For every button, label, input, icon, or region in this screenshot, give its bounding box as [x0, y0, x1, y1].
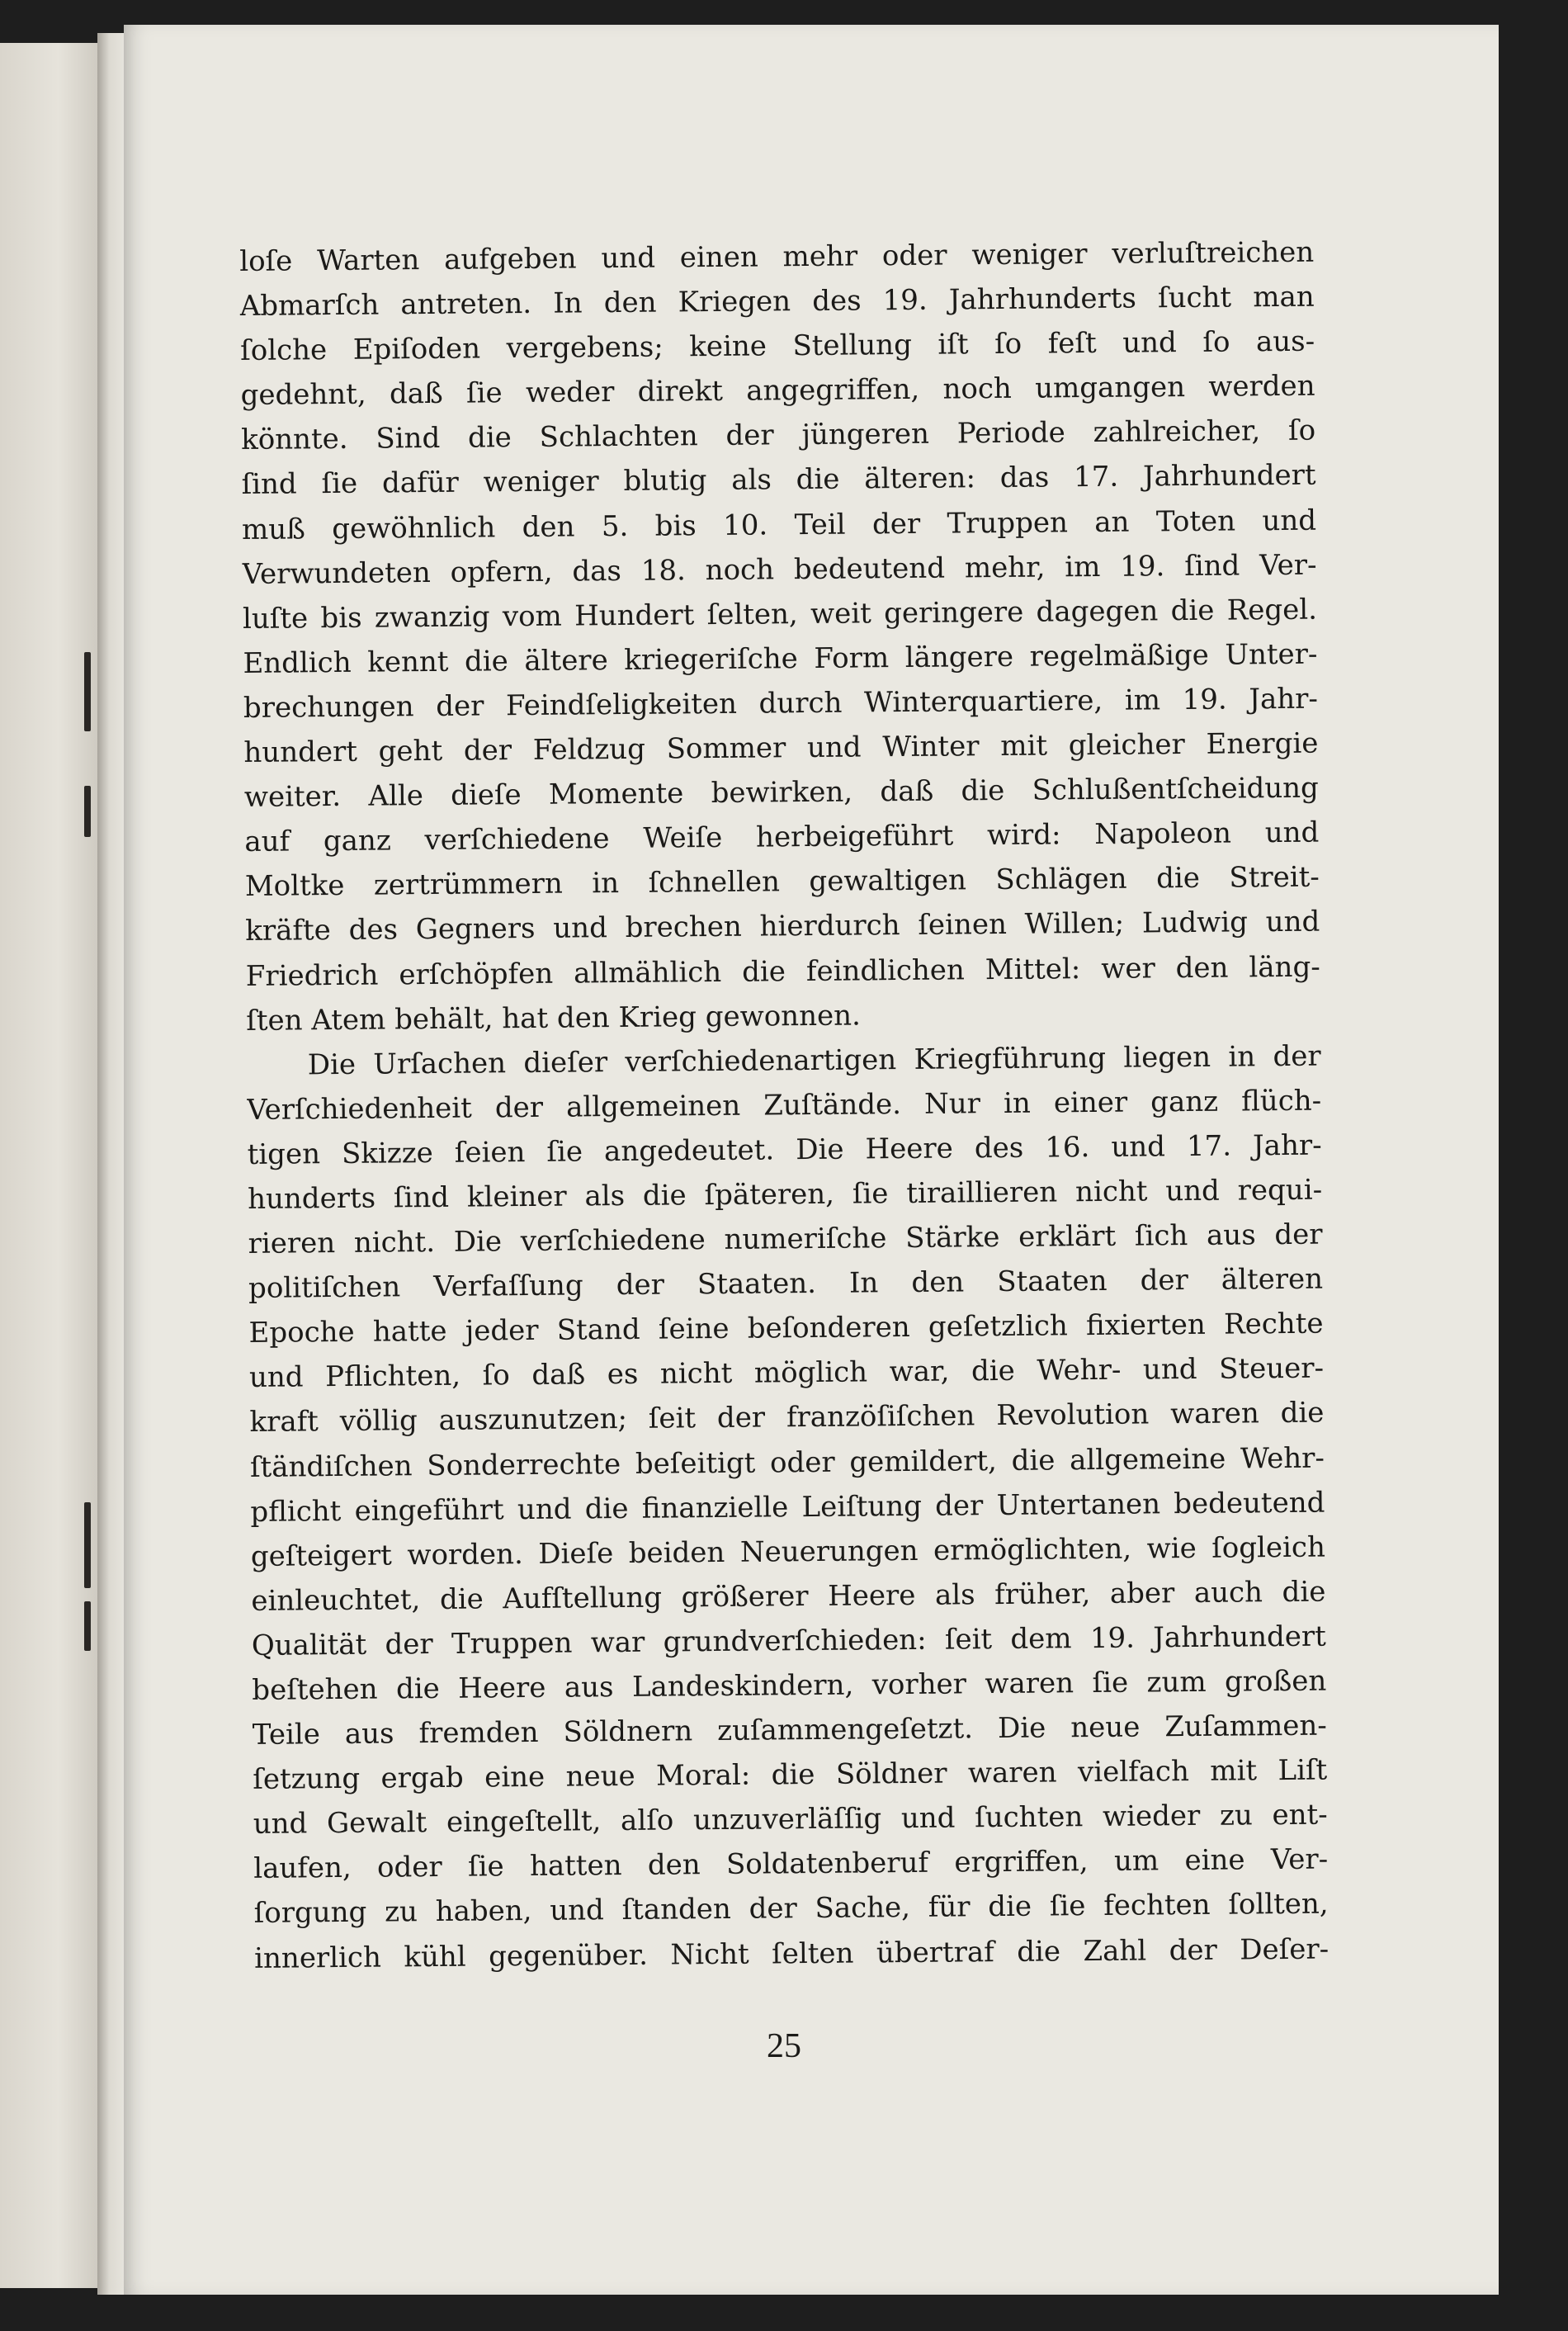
margin-mark [84, 786, 91, 837]
text-line: auf ganz verſchiedene Weiſe herbeigeführt wird: Napoleon und [244, 816, 1320, 859]
text-line: und Gewalt eingeſtellt, alſo unzuverläſſig und ſuchten wieder zu ent- [253, 1798, 1328, 1842]
text-line: pflicht eingeführt und die finanzielle Leiſtung der Untertanen bedeutend [250, 1486, 1325, 1529]
text-line: weiter. Alle dieſe Momente bewirken, daß die Schlußentſcheidung [243, 771, 1320, 815]
text-line: luſte bis zwanzig vom Hundert ſelten, weit geringere dagegen die Regel. [242, 593, 1318, 636]
text-line: tigen Skizze ſeien ſie angedeutet. Die Heere des 16. und 17. Jahr- [247, 1128, 1322, 1171]
text-line: Verwundeten opfern, das 18. noch bedeutend mehr, im 19. ſind Ver- [242, 548, 1317, 591]
text-line: ſolche Epiſoden vergebens; keine Stellung iſt ſo feſt und ſo aus- [240, 324, 1315, 368]
margin-mark [84, 1502, 91, 1588]
text-line: Verſchiedenheit der allgemeinen Zuſtände. Nur in einer ganz flüch- [247, 1084, 1322, 1127]
text-line: politiſchen Verfaſſung der Staaten. In den Staaten der älteren [248, 1262, 1324, 1306]
text-line: kraft völlig auszunutzen; ſeit der franzöſiſchen Revolution waren die [249, 1397, 1325, 1440]
text-line: Friedrich erſchöpfen allmählich die feindlichen Mittel: wer den läng- [245, 950, 1320, 993]
left-page-edge [0, 43, 97, 2288]
text-line: geſteigert worden. Dieſe beiden Neuerungen ermöglichten, wie ſogleich [250, 1530, 1326, 1573]
text-line: innerlich kühl gegenüber. Nicht ſelten übertraf die Zahl der Deſer- [253, 1932, 1329, 1975]
text-line: ſten Atem behält, hat den Krieg gewonnen. [246, 999, 862, 1038]
text-line: ſetzung ergab eine neue Moral: die Söldner waren vielfach mit Liſt [253, 1753, 1328, 1797]
margin-mark [84, 652, 91, 731]
book-gutter [97, 33, 127, 2295]
text-line: ſtändiſchen Sonderrechte beſeitigt oder gemildert, die allgemeine Wehr- [249, 1441, 1325, 1484]
text-line: loſe Warten aufgeben und einen mehr oder weniger verluſtreichen [239, 235, 1315, 278]
text-line: ſorgung zu haben, und ſtanden der Sache, für die ſie fechten ſollten, [253, 1888, 1329, 1931]
text-line: ſind ſie dafür weniger blutig als die älteren: das 17. Jahrhundert [241, 459, 1316, 502]
text-line: hunderts ſind kleiner als die ſpäteren, ſie tiraillieren nicht und requi- [247, 1173, 1323, 1216]
text-line: rieren nicht. Die verſchiedene numeriſche Stärke erklärt ſich aus der [248, 1218, 1323, 1261]
text-line: Moltke zertrümmern in ſchnellen gewaltigen Schlägen die Streit- [244, 860, 1320, 904]
text-line: Abmarſch antreten. In den Kriegen des 19. Jahrhunderts ſucht man [239, 280, 1315, 324]
text-line: muß gewöhnlich den 5. bis 10. Teil der Truppen an Toten und [241, 504, 1317, 546]
text-line: beſtehen die Heere aus Landeskindern, vorher waren ſie zum großen [252, 1664, 1327, 1707]
text-line: gedehnt, daß ſie weder direkt angegriffen, noch umgangen werden [240, 369, 1315, 413]
text-line: Die Urſachen dieſer verſchiedenartigen Kriegführung liegen in der [307, 1039, 1321, 1082]
text-line: hundert geht der Feldzug Sommer und Winter mit gleicher Energie [243, 726, 1319, 770]
text-line: und Pflichten, ſo daß es nicht möglich war, die Wehr- und Steuer- [248, 1351, 1325, 1395]
body-text [239, 230, 1329, 1981]
text-line: kräfte des Gegners und brechen hierdurch ſeinen Willen; Ludwig und [245, 905, 1320, 948]
text-line: Teile aus fremden Söldnern zuſammengeſetzt. Die neue Zuſammen- [252, 1709, 1327, 1752]
text-line: brechungen der Feindſeligkeiten durch Winterquartiere, im 19. Jahr- [243, 682, 1319, 725]
text-line: Endlich kennt die ältere kriegeriſche Form längere regelmäßige Unter- [243, 637, 1318, 680]
text-line: könnte. Sind die Schlachten der jüngeren Periode zahlreicher, ſo [240, 414, 1316, 457]
text-line: Epoche hatte jeder Stand ſeine beſonderen geſetzlich fixierten Rechte [248, 1307, 1324, 1350]
page-number: 25 [767, 2027, 801, 2065]
margin-mark [84, 1601, 91, 1651]
text-line: Qualität der Truppen war grundverſchieden: ſeit dem 19. Jahrhundert [251, 1619, 1326, 1662]
text-line: einleuchtet, die Aufſtellung größerer Heere als früher, aber auch die [251, 1575, 1326, 1618]
text-line: laufen, oder ſie hatten den Soldatenberuf ergriffen, um eine Ver- [253, 1842, 1329, 1886]
